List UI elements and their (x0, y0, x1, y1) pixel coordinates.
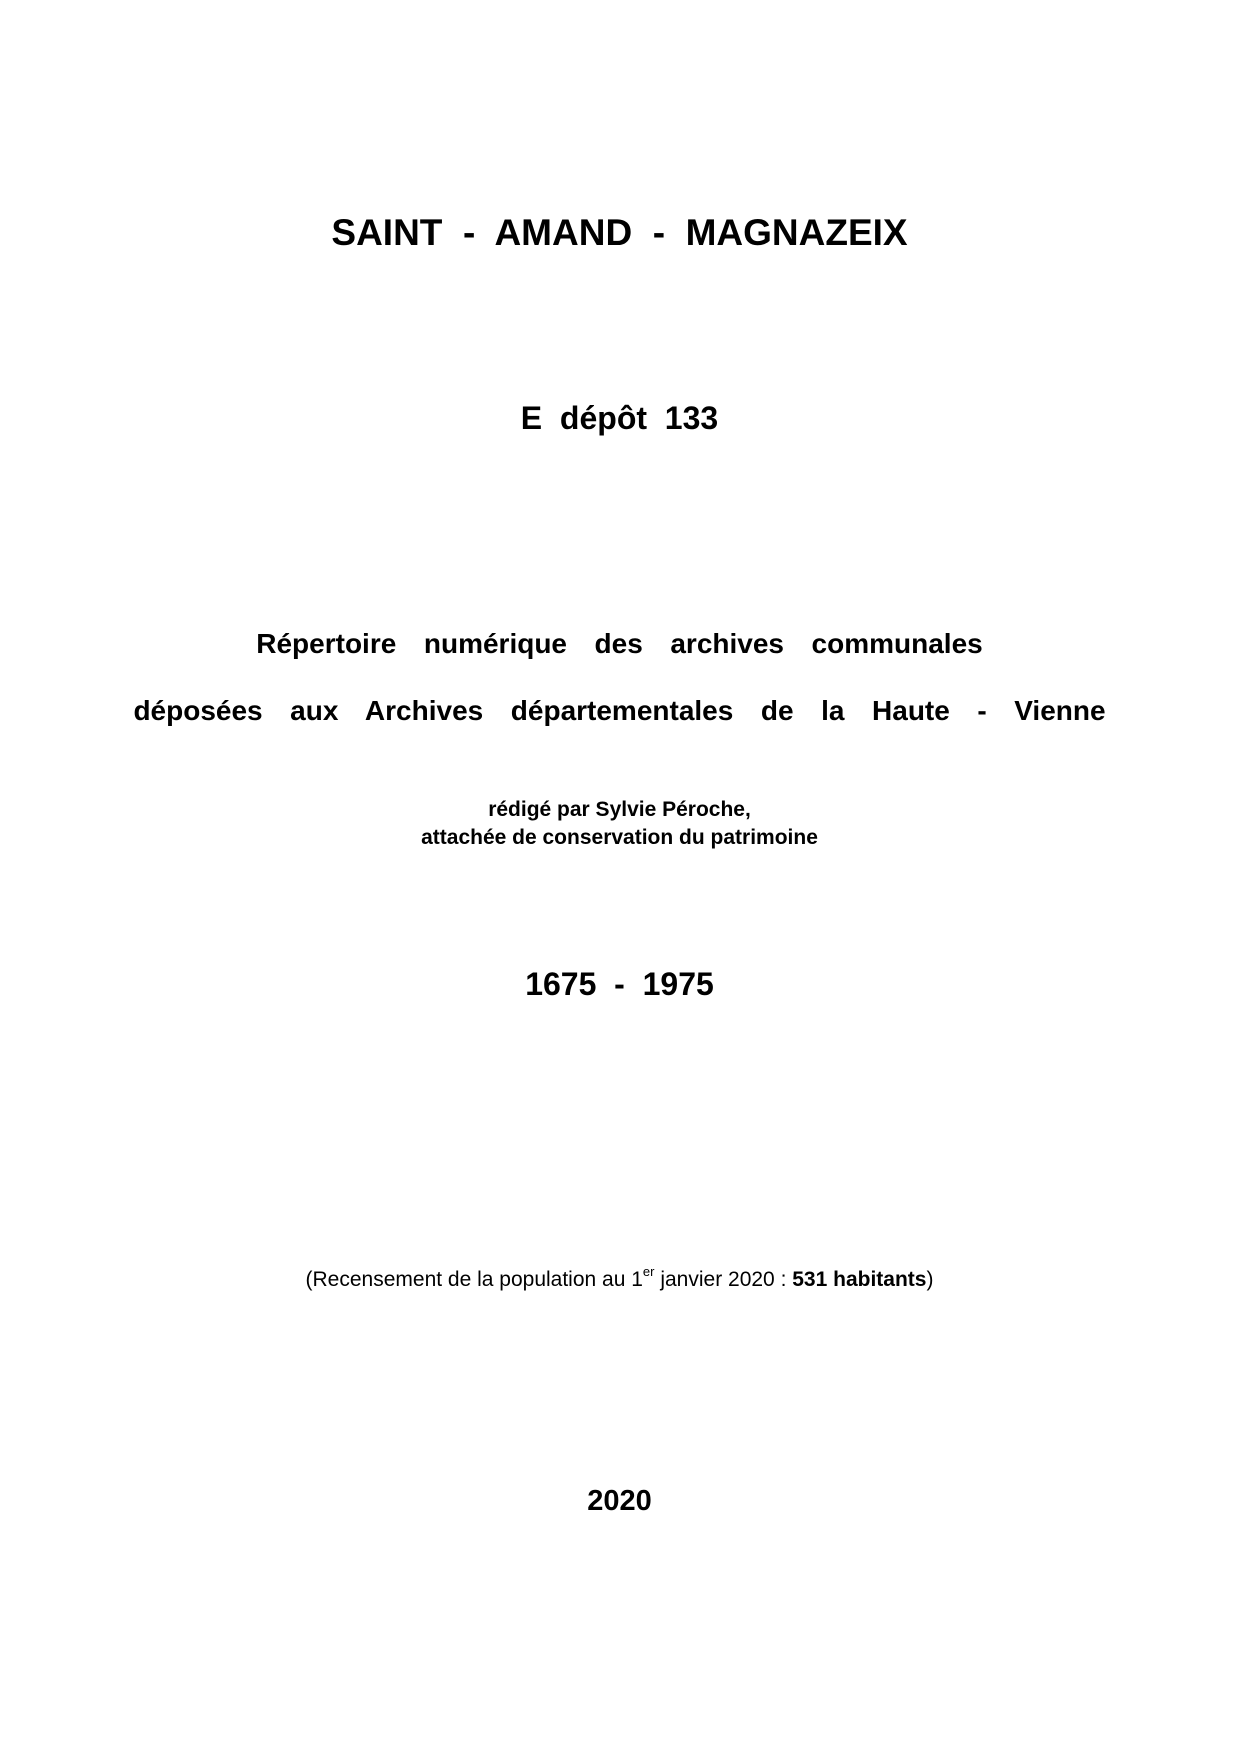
census-population: 531 habitants (792, 1268, 927, 1291)
date-range: 1675 - 1975 (525, 966, 714, 1002)
author-line-2: attachée de conservation du patrimoine (421, 826, 818, 849)
author-line-1: rédigé par Sylvie Péroche, (488, 798, 751, 821)
census-note (0, 1266, 1239, 1292)
depot-reference: E dépôt 133 (520, 400, 719, 436)
publication-year: 2020 (587, 1485, 652, 1517)
repertoire-title-line-1: Répertoire numérique des archives communales (256, 628, 983, 659)
census-suffix: ) (926, 1268, 934, 1291)
census-superscript: er (642, 1264, 655, 1279)
census-prefix: (Recensement de la population au 1 (305, 1268, 643, 1291)
commune-title: SAINT - AMAND - MAGNAZEIX (331, 212, 908, 253)
census-middle: janvier 2020 : (654, 1268, 793, 1291)
repertoire-title-line-2: déposées aux Archives départementales de la Haute - Vienne (133, 695, 1106, 726)
